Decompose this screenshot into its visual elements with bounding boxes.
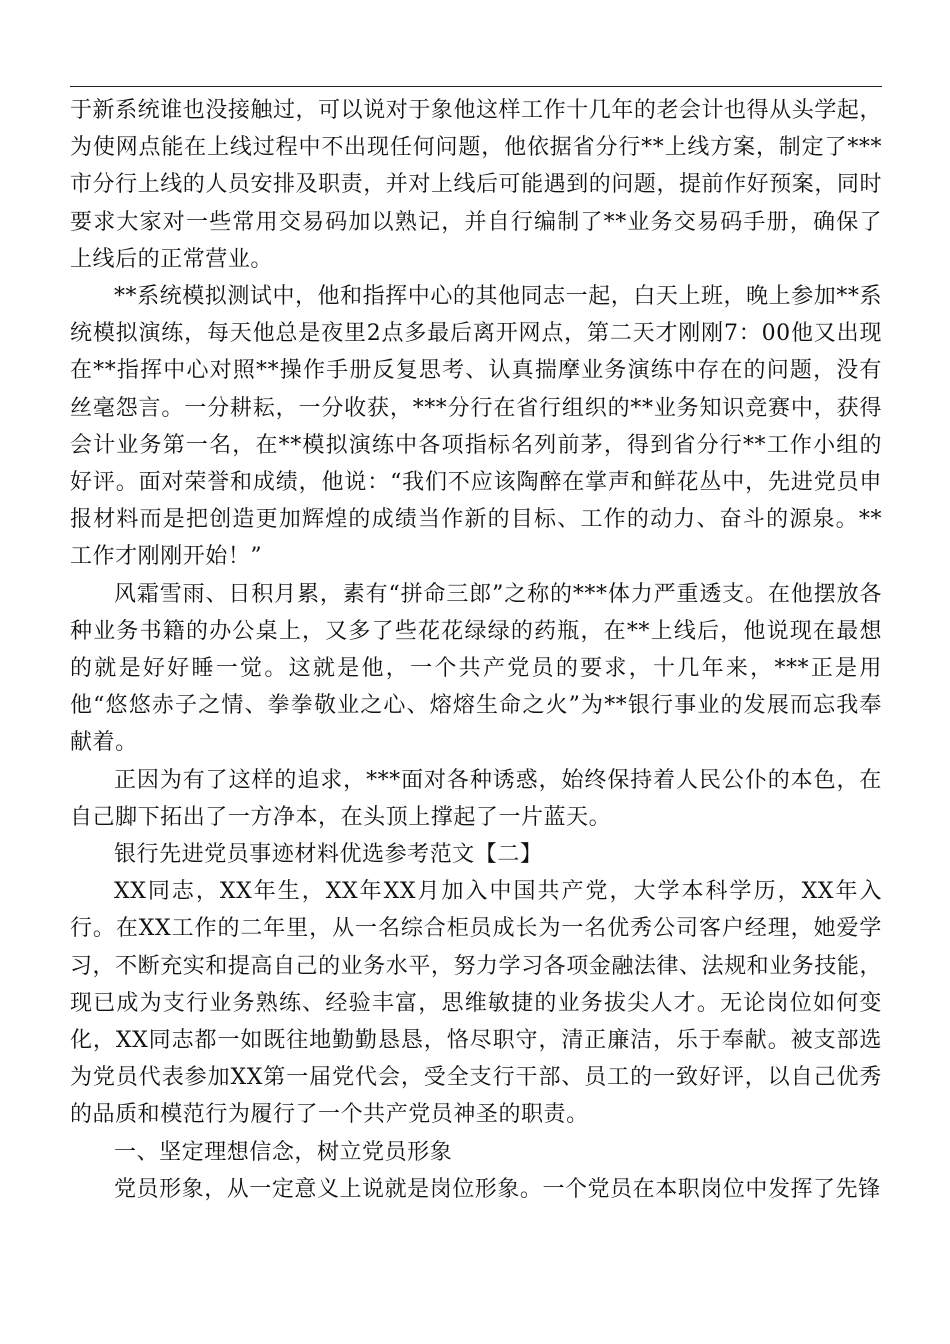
paragraph-integrity: 正因为有了这样的追求，***面对各种诱惑，始终保持着人民公仆的本色，在自己脚下拓出了一方净本，在头顶上撑起了一片蓝天。 xyxy=(70,767,882,830)
section-heading-example-two: 银行先进党员事迹材料优选参考范文【二】 xyxy=(114,842,543,868)
paragraph-simulation-test: **系统模拟测试中，他和指挥中心的其他同志一起，白天上班，晚上参加**系统模拟演练，每天他总是夜里2点多最后离开网点，第二天才刚刚7：00他又出现在**指挥中心对照**操作手册反复思考、认真揣摩业务演练中存在的问题，没有丝毫怨言。一分耕耘，一分收获，***分行在省行组织的**业务知识竞赛中，获得会计业务第一名，在**模拟演练中各项指标名列前茅，得到省分行**工作小组的好评。面对荣誉和成绩，他说：“我们不应该陶醉在掌声和鲜花丛中，先进党员申报材料而是把创造更加辉煌的成绩当作新的目标、工作的动力、奋斗的源泉。**工作才刚刚开始！” xyxy=(70,284,882,570)
subheading-ideals: 一、坚定理想信念，树立党员形象 xyxy=(114,1139,453,1165)
header-rule xyxy=(70,86,882,87)
document-body xyxy=(70,92,882,1208)
paragraph-continuation: 于新系统谁也没接触过，可以说对于象他这样工作十几年的老会计也得从头学起，为使网点能在上线过程中不出现任何问题，他依据省分行**上线方案，制定了***市分行上线的人员安排及职责，并对上线后可能遇到的问题，提前作好预案，同时要求大家对一些常用交易码加以熟记，并自行编制了**业务交易码手册，确保了上线后的正常营业。 xyxy=(70,98,882,272)
paragraph-party-image: 党员形象，从一定意义上说就是岗位形象。一个党员在本职岗位中发挥了先锋 xyxy=(114,1176,881,1202)
paragraph-dedication: 风霜雪雨、日积月累，素有“拼命三郎”之称的***体力严重透支。在他摆放各种业务书籍的办公桌上，又多了些花花绿绿的药瓶，在**上线后，他说现在最想的就是好好睡一觉。这就是他，一个共产党员的要求，十几年来，***正是用他“悠悠赤子之情、拳拳敬业之心、熔熔生命之火”为**银行事业的发展而忘我奉献着。 xyxy=(70,581,882,756)
paragraph-profile: XX同志，XX年生，XX年XX月加入中国共产党，大学本科学历，XX年入行。在XX工作的二年里，从一名综合柜员成长为一名优秀公司客户经理，她爱学习，不断充实和提高自己的业务水平，努力学习各项金融法律、法规和业务技能，现已成为支行业务熟练、经验丰富，思维敏捷的业务拔尖人才。无论岗位如何变化，XX同志都一如既往地勤勤恳恳，恪尽职守，清正廉洁，乐于奉献。被支部选为党员代表参加XX第一届党代会，受全支行干部、员工的一致好评，以自己优秀的品质和模范行为履行了一个共产党员神圣的职责。 xyxy=(70,879,882,1128)
